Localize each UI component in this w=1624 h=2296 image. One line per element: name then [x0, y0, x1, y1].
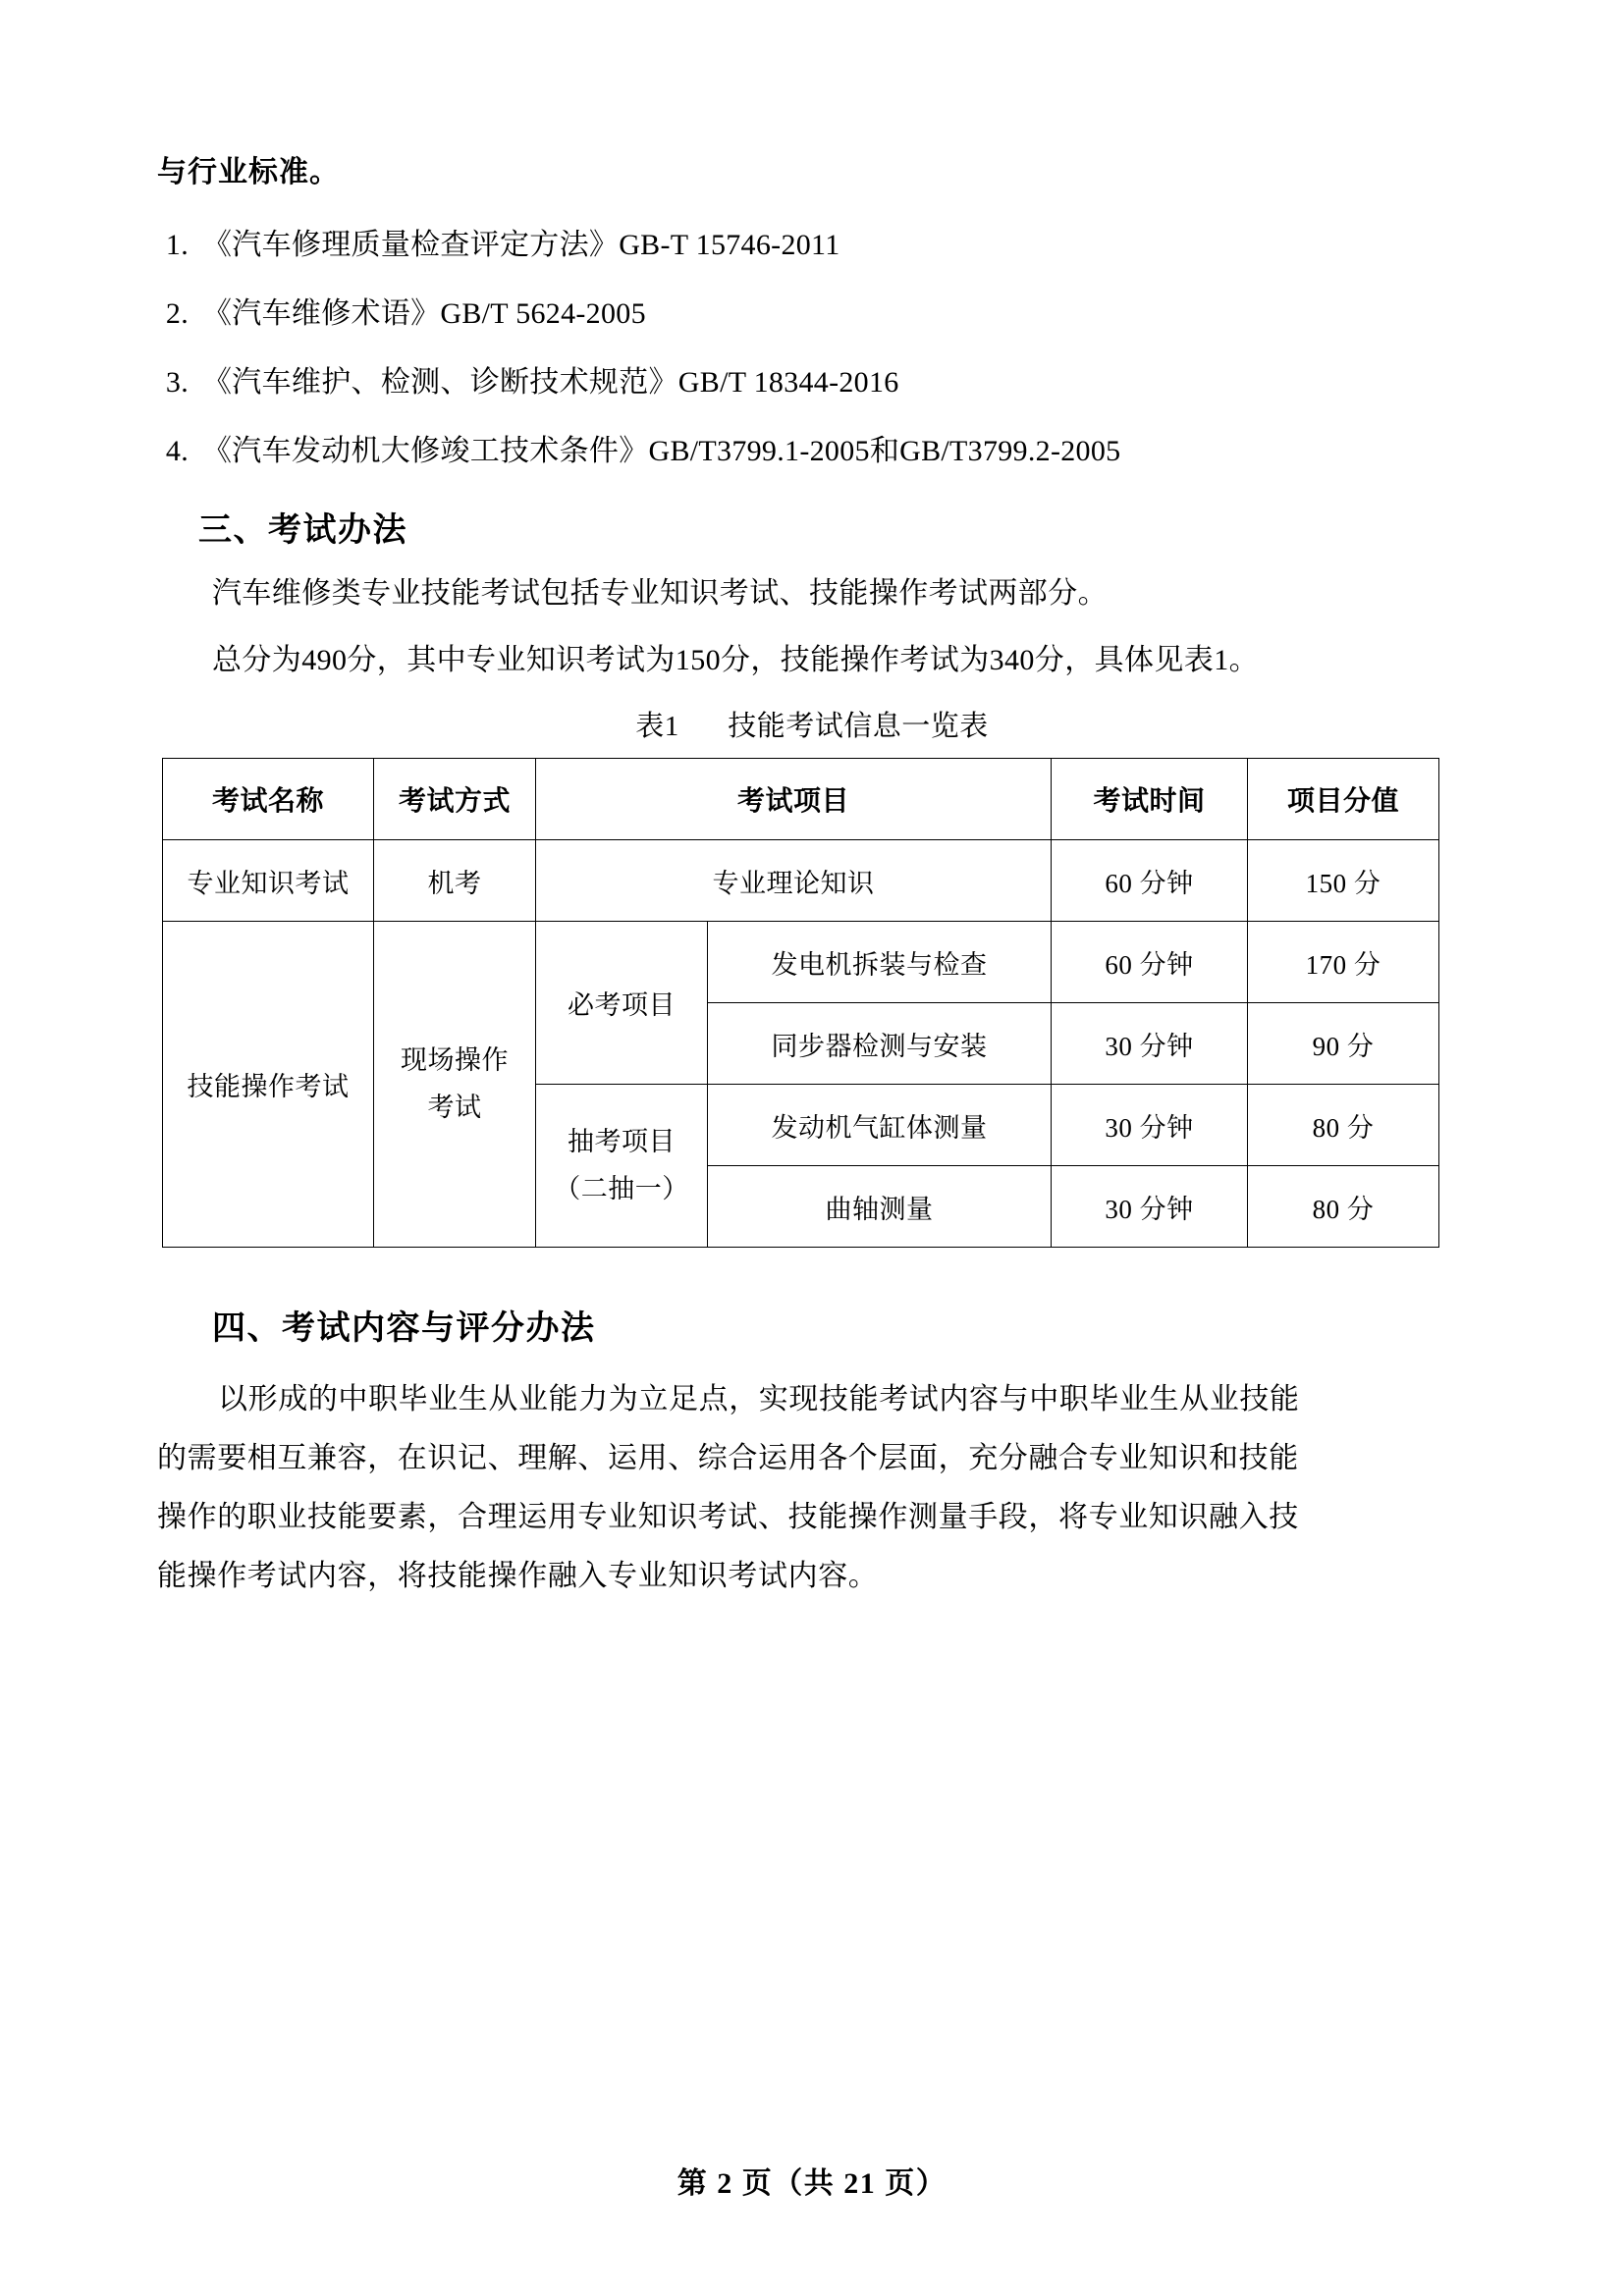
list-item-text: 《汽车维护、检测、诊断技术规范》GB/T 18344-2016 — [202, 366, 899, 399]
cell-item-score: 80 分 — [1248, 1085, 1439, 1166]
list-item — [157, 357, 1467, 400]
table-caption-title: 技能考试信息一览表 — [728, 711, 989, 742]
list-item-text: 《汽车发动机大修竣工技术条件》GB/T3799.1-2005和GB/T3799.2-2005 — [202, 435, 1121, 467]
section-heading-three: 三、考试办法 — [198, 512, 407, 549]
cell-exam-method-line1: 现场操作 — [401, 1045, 509, 1076]
section-heading-four: 四、考试内容与评分办法 — [212, 1310, 596, 1347]
cell-exam-time: 30 分钟 — [1052, 1166, 1248, 1248]
cell-item-group-drawn-line2: （二抽一） — [554, 1173, 689, 1203]
cell-item-score: 170 分 — [1248, 922, 1439, 1003]
table-caption — [157, 704, 1467, 744]
list-item-number: 4. — [165, 435, 189, 467]
cell-exam-item: 曲轴测量 — [708, 1166, 1052, 1248]
list-item-number: 3. — [165, 366, 189, 399]
cell-item-score: 80 分 — [1248, 1166, 1439, 1248]
cell-exam-item: 同步器检测与安装 — [708, 1003, 1052, 1085]
column-header-exam-item: 考试项目 — [536, 759, 1052, 840]
list-item-number: 2. — [165, 297, 189, 330]
exam-info-table — [162, 758, 1439, 1248]
column-header-exam-method: 考试方式 — [374, 759, 536, 840]
paragraph-line: 操作的职业技能要素，合理运用专业知识考试、技能操作测量手段，将专业知识融入技 — [157, 1501, 1299, 1533]
cell-exam-name: 专业知识考试 — [163, 840, 374, 922]
standards-list — [157, 220, 1467, 469]
section-three-paragraph-1: 汽车维修类专业技能考试包括专业知识考试、技能操作考试两部分。 — [212, 577, 1108, 610]
cell-exam-name: 技能操作考试 — [163, 922, 374, 1248]
cell-exam-item: 专业理论知识 — [536, 840, 1052, 922]
table-body — [163, 840, 1439, 1248]
table-header — [163, 759, 1439, 840]
cell-exam-time: 60 分钟 — [1052, 922, 1248, 1003]
list-item — [157, 426, 1467, 469]
cell-exam-time: 30 分钟 — [1052, 1003, 1248, 1085]
page-footer: 第 2 页（共 21 页） — [677, 2167, 947, 2200]
cell-item-group-drawn-line1: 抽考项目 — [568, 1127, 676, 1157]
table-row — [163, 840, 1439, 922]
column-header-item-score: 项目分值 — [1248, 759, 1439, 840]
paragraph-line: 以形成的中职毕业生从业能力为立足点，实现技能考试内容与中职毕业生从业技能 — [218, 1383, 1300, 1415]
cell-exam-item: 发动机气缸体测量 — [708, 1085, 1052, 1166]
cell-item-group-required: 必考项目 — [536, 922, 708, 1085]
list-item-text: 《汽车维修术语》GB/T 5624-2005 — [202, 297, 646, 330]
section-four-paragraph — [157, 1370, 1467, 1606]
paragraph-line: 能操作考试内容，将技能操作融入专业知识考试内容。 — [157, 1560, 879, 1592]
table-row — [163, 922, 1439, 1003]
table-header-row — [163, 759, 1439, 840]
cell-exam-item: 发电机拆装与检查 — [708, 922, 1052, 1003]
cell-exam-time: 60 分钟 — [1052, 840, 1248, 922]
list-item-text: 《汽车修理质量检查评定方法》GB-T 15746-2011 — [202, 229, 840, 261]
list-item — [157, 289, 1467, 332]
column-header-exam-name: 考试名称 — [163, 759, 374, 840]
cell-exam-method — [374, 922, 536, 1248]
cell-exam-method-line2: 考试 — [427, 1092, 482, 1122]
list-item-number: 1. — [165, 229, 189, 261]
list-item — [157, 220, 1467, 263]
paragraph-line: 的需要相互兼容，在识记、理解、运用、综合运用各个层面，充分融合专业知识和技能 — [157, 1442, 1299, 1474]
cell-exam-method: 机考 — [374, 840, 536, 922]
cell-item-score: 90 分 — [1248, 1003, 1439, 1085]
column-header-exam-time: 考试时间 — [1052, 759, 1248, 840]
cell-item-score: 150 分 — [1248, 840, 1439, 922]
lead-paragraph: 与行业标准。 — [157, 156, 340, 188]
section-three-paragraph-2: 总分为490分，其中专业知识考试为150分，技能操作考试为340分，具体见表1。 — [212, 644, 1259, 676]
cell-item-group-drawn — [536, 1085, 708, 1248]
table-caption-label: 表1 — [635, 711, 679, 742]
cell-exam-time: 30 分钟 — [1052, 1085, 1248, 1166]
